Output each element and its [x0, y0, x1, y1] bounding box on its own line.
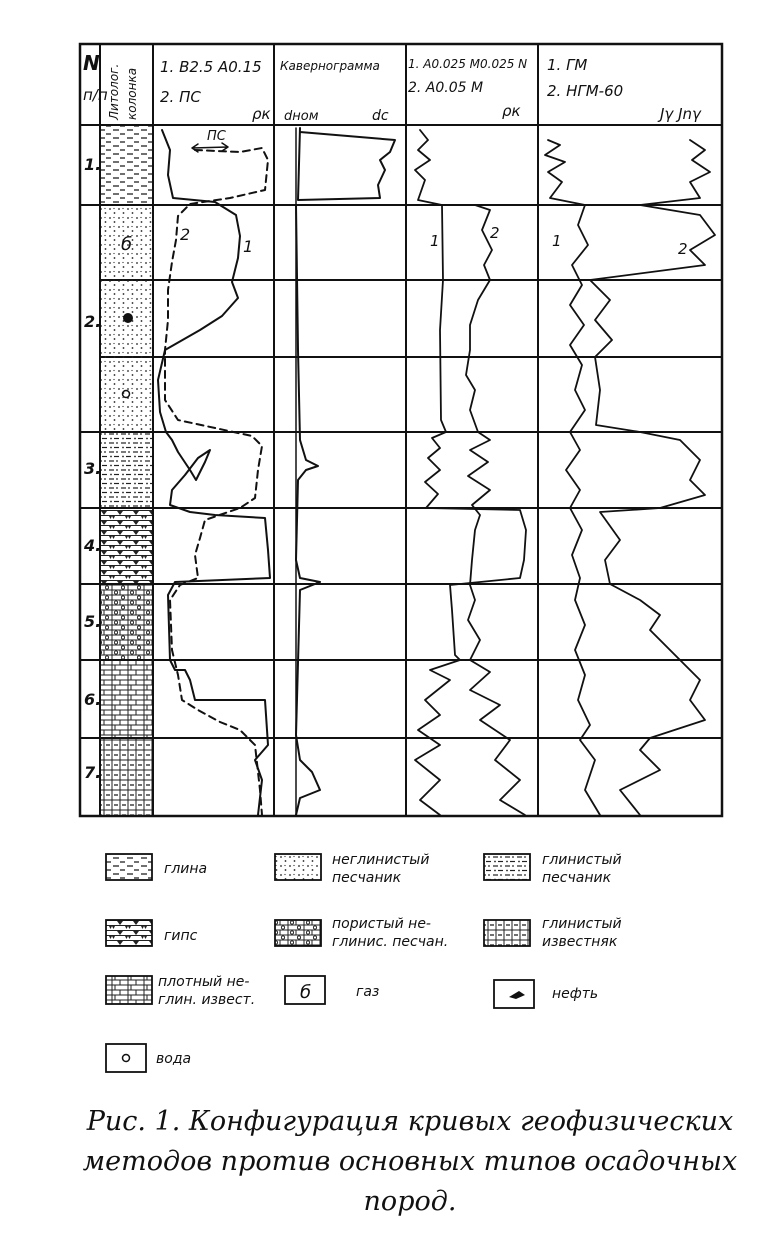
legend-swatch-water: [106, 1044, 146, 1072]
curve-label-1: 1: [243, 237, 254, 256]
col2-unit-c: dс: [372, 108, 389, 124]
legend-label-porous-2: глинис. песчан.: [332, 934, 449, 950]
legend-label-lime-1: плотный не-: [158, 974, 250, 990]
col4-ngm-curve: [590, 140, 715, 815]
legend-swatch-porous: [275, 920, 321, 946]
num-header-n: N: [83, 51, 100, 75]
col1-resistivity-curve: [158, 130, 270, 815]
legend-swatch-lime: [106, 976, 152, 1004]
col1-header-2: 2. ПС: [160, 88, 201, 106]
row-number: 1.: [84, 155, 102, 174]
legend-label-clay-sand-2: песчаник: [542, 870, 612, 886]
curve-label-1: 1: [552, 232, 562, 250]
caption-line-2: методов против основных типов осадочных: [82, 1146, 738, 1177]
figure-caption: [60, 1102, 760, 1222]
legend-label-gypsum: гипс: [164, 928, 198, 944]
legend-swatch-gypsum: [106, 920, 152, 946]
legend-swatch-clean-sand: [275, 854, 321, 880]
litho-header-1: Литолог.: [107, 63, 121, 120]
col3-header-2: 2. А0.05 М: [408, 80, 484, 96]
legend-label-clay-lime-2: известняк: [542, 934, 618, 950]
table-header: [83, 51, 702, 144]
legend-label-clean-sand-1: неглинистый: [332, 852, 430, 868]
legend-label-water: вода: [156, 1051, 192, 1067]
caption-line-1: Рис. 1. Конфигурация кривых геофизических: [86, 1106, 734, 1137]
curve-label-1: 1: [430, 232, 440, 250]
col2-unit-nom: dном: [284, 109, 319, 124]
legend-label-oil: нефть: [552, 986, 599, 1002]
legend-swatch-clay-lime: [484, 920, 530, 946]
row-number: 2.: [84, 312, 102, 331]
legend-label-clay-lime-1: глинистый: [542, 916, 622, 932]
col3-header-1: 1. А0.025 М0.025 N: [408, 57, 528, 71]
gas-marker: б: [121, 234, 133, 255]
col1-note: ПС: [207, 129, 226, 144]
litho-header-2: колонка: [125, 67, 139, 120]
lithology-column: [101, 126, 152, 815]
curve-label-2: 2: [490, 224, 500, 242]
num-header-pp: п/п: [83, 86, 108, 104]
col4-units: Jγ Jnγ: [660, 105, 701, 123]
col2-caliper-curve: [296, 128, 395, 815]
curve-label-2: 2: [678, 240, 688, 258]
legend-label-clay: глина: [164, 861, 208, 877]
legend-label-clay-sand-1: глинистый: [542, 852, 622, 868]
row-number: 5.: [84, 612, 102, 631]
row-numbers: [83, 155, 101, 782]
row-number: 4.: [84, 536, 102, 555]
svg-text:б: б: [300, 982, 312, 1003]
legend-label-clean-sand-2: песчаник: [332, 870, 402, 886]
legend-swatch-clay: [106, 854, 152, 880]
legend-label-lime-2: глин. извест.: [158, 992, 256, 1008]
oil-marker: [123, 313, 133, 323]
caption-line-3: пород.: [363, 1186, 457, 1217]
col1-unit: ρк: [252, 105, 271, 123]
col3-unit: ρк: [502, 102, 521, 120]
col2-header: Кавернограмма: [280, 59, 380, 73]
col4-header-1: 1. ГМ: [547, 56, 588, 74]
curve-label-2: 2: [180, 225, 191, 244]
legend: [106, 852, 622, 1072]
col1-header-1: 1. В2.5 А0.15: [160, 58, 262, 76]
legend-swatch-clay-sand: [484, 854, 530, 880]
row-number: 7.: [84, 763, 102, 782]
col4-header-2: 2. НГМ-60: [547, 82, 624, 100]
row-number: 6.: [84, 690, 102, 709]
legend-label-porous-1: пористый не-: [332, 916, 431, 932]
row-number: 3.: [84, 459, 102, 478]
legend-label-gas: газ: [356, 984, 380, 1000]
